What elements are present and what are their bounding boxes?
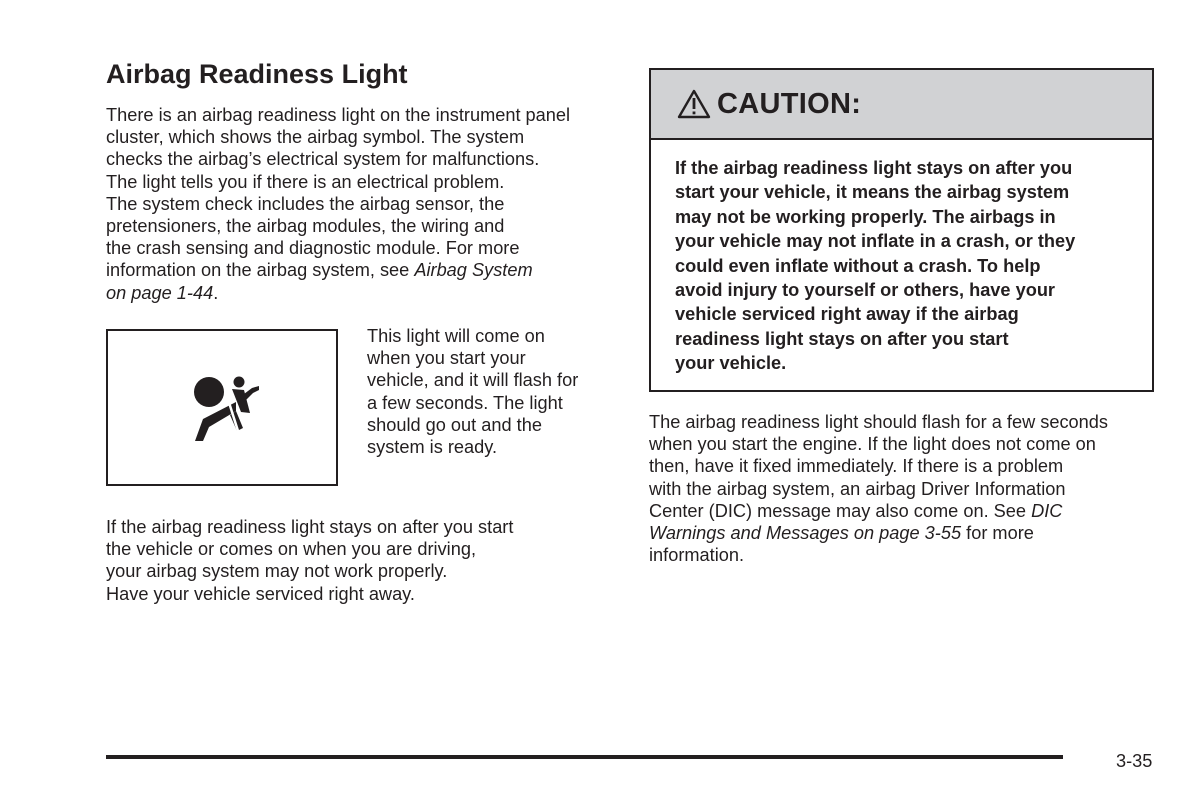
dic-messages-reference: DIC Warnings and Messages on page 3-55 (649, 500, 1063, 544)
warning-triangle-icon (677, 89, 711, 119)
flash-paragraph (649, 411, 1169, 566)
airbag-system-reference: Airbag System on page 1-44 (106, 260, 533, 303)
caution-box (649, 68, 1154, 392)
airbag-light-symbol-box (106, 329, 338, 486)
page-number: 3-35 (1116, 751, 1153, 771)
intro-text: There is an airbag readiness light on the instrument panel cluster, which shows the airbag symbol. The system checks the airbag’s electrical system for malfunctions. The light tells you if there is an electrical problem. The system check includes the airbag sensor, the pretensioners, the airbag modules, the wiring and the crash sensing and diagnostic module. For more information on the airbag system, see (106, 105, 571, 281)
caution-header (651, 70, 1152, 140)
light-description: This light will come on when you start your vehicle, and it will flash for a few seconds. The light should go out and the system is ready. (367, 326, 579, 458)
footer-rule (106, 755, 1063, 759)
section-heading: Airbag Readiness Light (106, 59, 408, 89)
flash-end: for more information. (649, 523, 1034, 566)
intro-end: . (213, 282, 219, 303)
flash-text: The airbag readiness light should flash for a few seconds when you start the engine. If the light does not come on then, have it fixed immediately. If there is a problem with the airbag system, an airbag Driver Information Center (DIC) message may also come on. See (649, 412, 1108, 521)
caution-title: CAUTION: (717, 87, 862, 120)
intro-paragraph (106, 104, 626, 304)
airbag-icon (192, 375, 272, 441)
serviced-paragraph: If the airbag readiness light stays on after you start the vehicle or comes on when you are driving, your airbag system may not work properly. Have your vehicle serviced right away. (106, 517, 514, 604)
caution-text: If the airbag readiness light stays on after you start your vehicle, it means the airbag system may not be working properly. The airbags in your vehicle may not inflate in a crash, or they could even inflate without a crash. To help avoid injury to yourself or others, have your vehicle serviced right away if the airbag readiness light stays on after you start your vehicle. (675, 158, 1076, 374)
